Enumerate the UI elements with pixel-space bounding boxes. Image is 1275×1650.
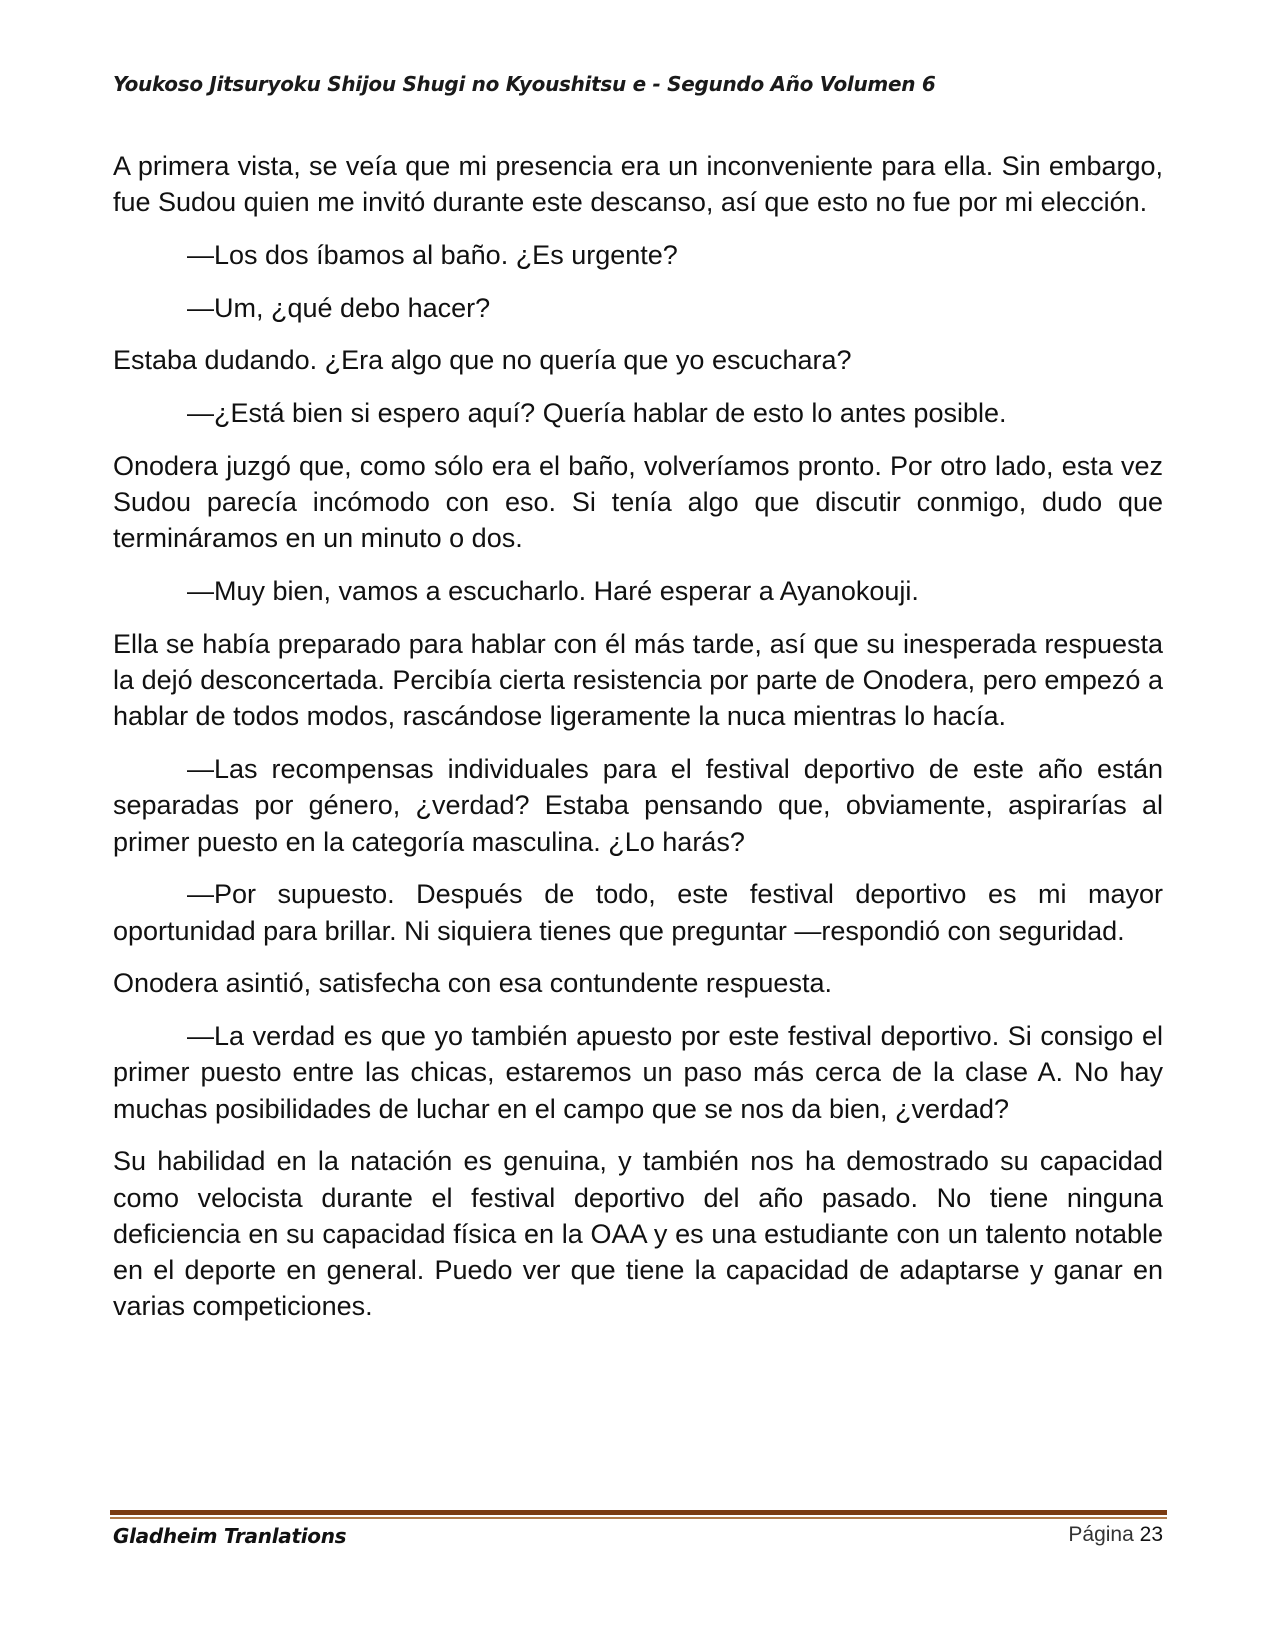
dialogue-paragraph: —Por supuesto. Después de todo, este festival deportivo es mi mayor oportunidad para brillar. Ni siquiera tienes que preguntar —respondió con seguridad. — [113, 879, 1163, 946]
body-text — [113, 148, 1163, 1341]
dialogue-paragraph: —¿Está bien si espero aquí? Quería hablar de esto lo antes posible. — [187, 398, 1007, 429]
footer-divider — [110, 1510, 1167, 1515]
dialogue-paragraph: —Las recompensas individuales para el festival deportivo de este año están separadas por género, ¿verdad? Estaba pensando que, obviamente, aspirarías al primer puesto en la categoría masculina. ¿Lo harás? — [113, 753, 1163, 857]
running-header: Youkoso Jitsuryoku Shijou Shugi no Kyoushitsu e - Segundo Año Volumen 6 — [113, 72, 936, 96]
paragraph: Onodera juzgó que, como sólo era el baño, volveríamos pronto. Por otro lado, esta vez Sudou parecía incómodo con eso. Si tenía algo que discutir conmigo, dudo que termináramos en un minuto o dos. — [113, 450, 1163, 554]
page-number-label — [1068, 1523, 1163, 1547]
dialogue-paragraph: —Los dos íbamos al baño. ¿Es urgente? — [187, 239, 678, 270]
paragraph: Onodera asintió, satisfecha con esa contundente respuesta. — [113, 968, 832, 999]
translator-credit: Gladheim Tranlations — [113, 1524, 347, 1548]
dialogue-paragraph: —La verdad es que yo también apuesto por este festival deportivo. Si consigo el primer puesto entre las chicas, estaremos un paso más cerca de la clase A. No hay muchas posibilidades de luchar en el campo que se nos da bien, ¿verdad? — [113, 1020, 1163, 1124]
dialogue-paragraph: —Um, ¿qué debo hacer? — [187, 292, 491, 323]
paragraph: Su habilidad en la natación es genuina, y también nos ha demostrado su capacidad como velocista durante el festival deportivo del año pasado. No tiene ninguna deficiencia en su capacidad física en la OAA y es una estudiante con un talento notable en el deporte en general. Puedo ver que tiene la capacidad de adaptarse y ganar en varias competiciones. — [113, 1146, 1163, 1322]
page-label: Página — [1068, 1523, 1134, 1546]
page-number: 23 — [1139, 1523, 1163, 1546]
paragraph: Ella se había preparado para hablar con él más tarde, así que su inesperada respuesta la dejó desconcertada. Percibía cierta resistencia por parte de Onodera, pero empezó a hablar de todos modos, rascándose ligeramente la nuca mientras lo hacía. — [113, 628, 1163, 732]
dialogue-paragraph: —Muy bien, vamos a escucharlo. Haré esperar a Ayanokouji. — [187, 576, 919, 607]
footer-divider-accent — [110, 1517, 1167, 1519]
paragraph: Estaba dudando. ¿Era algo que no quería que yo escuchara? — [113, 345, 852, 376]
paragraph: A primera vista, se veía que mi presencia era un inconveniente para ella. Sin embargo, fue Sudou quien me invitó durante este descanso, así que esto no fue por mi elección. — [113, 151, 1163, 218]
